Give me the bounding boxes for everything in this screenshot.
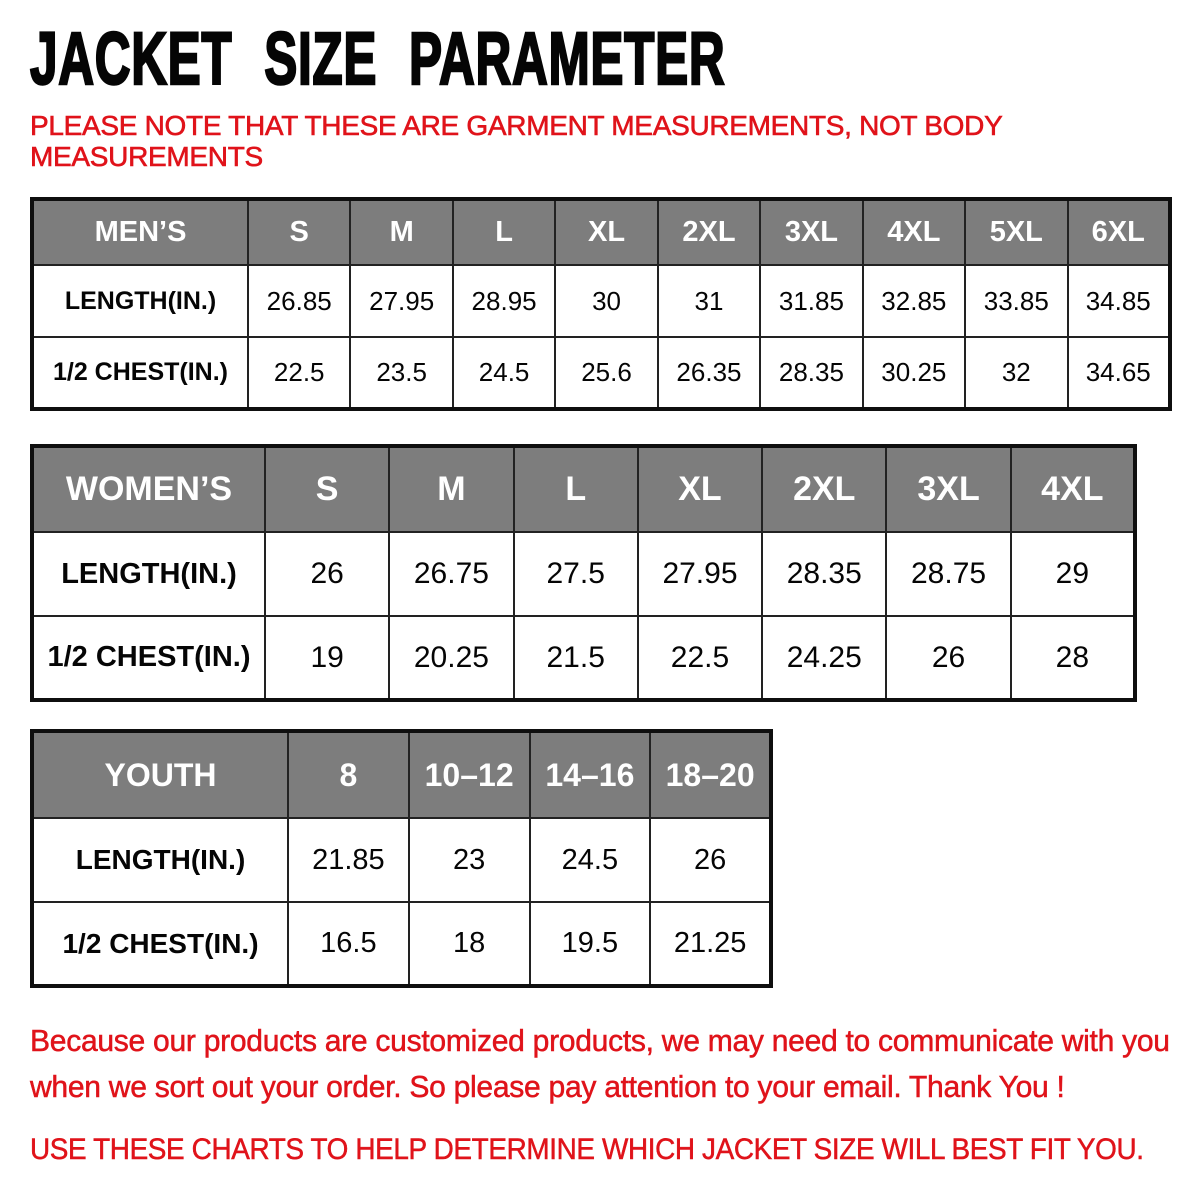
youth-column-header-2: 14–16	[530, 731, 651, 818]
womens-column-header-1: M	[389, 446, 513, 532]
mens-table-title: MEN’S	[32, 199, 248, 265]
womens-value-cell-1-0: 19	[265, 616, 389, 700]
usage-instruction: USE THESE CHARTS TO HELP DETERMINE WHICH JACKET SIZE WILL BEST FIT YOU.	[30, 1133, 1144, 1166]
womens-value-cell-1-1: 20.25	[389, 616, 513, 700]
womens-row-label-1: 1/2 CHEST(IN.)	[32, 616, 265, 700]
youth-value-cell-1-2: 19.5	[530, 902, 651, 986]
youth-size-table	[30, 729, 773, 988]
womens-value-cell-0-5: 28.75	[886, 532, 1010, 616]
womens-column-header-5: 3XL	[886, 446, 1010, 532]
youth-column-header-0: 8	[288, 731, 409, 818]
mens-column-header-1: M	[350, 199, 452, 265]
youth-column-header-1: 10–12	[409, 731, 530, 818]
womens-value-cell-0-1: 26.75	[389, 532, 513, 616]
youth-table-row-0	[32, 818, 771, 902]
mens-value-cell-0-2: 28.95	[453, 265, 555, 337]
youth-value-cell-0-2: 24.5	[530, 818, 651, 902]
womens-value-cell-0-3: 27.95	[638, 532, 762, 616]
mens-row-label-0: LENGTH(IN.)	[32, 265, 248, 337]
mens-table-row-0	[32, 265, 1170, 337]
womens-row-label-0: LENGTH(IN.)	[32, 532, 265, 616]
womens-table-title: WOMEN’S	[32, 446, 265, 532]
womens-column-header-4: 2XL	[762, 446, 886, 532]
womens-size-table	[30, 444, 1137, 702]
customization-notice-line1: Because our products are customized products, we may need to communicate with you	[30, 1023, 1170, 1058]
mens-value-cell-1-1: 23.5	[350, 337, 452, 409]
mens-value-cell-0-0: 26.85	[248, 265, 350, 337]
mens-column-header-4: 2XL	[658, 199, 760, 265]
mens-column-header-3: XL	[555, 199, 657, 265]
mens-value-cell-0-5: 31.85	[760, 265, 862, 337]
mens-value-cell-0-6: 32.85	[863, 265, 965, 337]
mens-row-label-1: 1/2 CHEST(IN.)	[32, 337, 248, 409]
customization-notice-line2: when we sort out your order. So please pay attention to your email. Thank You !	[30, 1069, 1065, 1104]
mens-value-cell-1-8: 34.65	[1068, 337, 1171, 409]
mens-column-header-8: 6XL	[1068, 199, 1171, 265]
womens-value-cell-0-0: 26	[265, 532, 389, 616]
mens-size-table	[30, 197, 1172, 411]
mens-column-header-7: 5XL	[965, 199, 1067, 265]
mens-column-header-0: S	[248, 199, 350, 265]
womens-value-cell-1-2: 21.5	[514, 616, 638, 700]
womens-table-row-0	[32, 532, 1135, 616]
youth-value-cell-1-1: 18	[409, 902, 530, 986]
womens-table-row-1	[32, 616, 1135, 700]
womens-value-cell-1-5: 26	[886, 616, 1010, 700]
mens-value-cell-1-6: 30.25	[863, 337, 965, 409]
womens-column-header-6: 4XL	[1011, 446, 1135, 532]
mens-value-cell-0-4: 31	[658, 265, 760, 337]
youth-row-label-0: LENGTH(IN.)	[32, 818, 288, 902]
mens-value-cell-1-7: 32	[965, 337, 1067, 409]
womens-column-header-0: S	[265, 446, 389, 532]
mens-column-header-5: 3XL	[760, 199, 862, 265]
mens-value-cell-1-3: 25.6	[555, 337, 657, 409]
mens-value-cell-1-0: 22.5	[248, 337, 350, 409]
garment-measurement-note-line2: MEASUREMENTS	[30, 141, 263, 172]
youth-row-label-1: 1/2 CHEST(IN.)	[32, 902, 288, 986]
garment-measurement-note-line1: PLEASE NOTE THAT THESE ARE GARMENT MEASUREMENTS, NOT BODY	[30, 110, 1003, 141]
mens-value-cell-1-5: 28.35	[760, 337, 862, 409]
womens-value-cell-1-3: 22.5	[638, 616, 762, 700]
garment-measurement-note	[30, 110, 1172, 172]
womens-value-cell-0-4: 28.35	[762, 532, 886, 616]
womens-value-cell-1-4: 24.25	[762, 616, 886, 700]
youth-table-title: YOUTH	[32, 731, 288, 818]
mens-table-row-1	[32, 337, 1170, 409]
mens-value-cell-0-8: 34.85	[1068, 265, 1171, 337]
youth-column-header-3: 18–20	[650, 731, 771, 818]
womens-column-header-3: XL	[638, 446, 762, 532]
mens-value-cell-0-3: 30	[555, 265, 657, 337]
youth-value-cell-0-0: 21.85	[288, 818, 409, 902]
mens-value-cell-0-7: 33.85	[965, 265, 1067, 337]
youth-table-row-1	[32, 902, 771, 986]
youth-value-cell-0-3: 26	[650, 818, 771, 902]
page-title: JACKET SIZE PARAMETER	[30, 17, 726, 100]
womens-value-cell-1-6: 28	[1011, 616, 1135, 700]
womens-value-cell-0-2: 27.5	[514, 532, 638, 616]
womens-column-header-2: L	[514, 446, 638, 532]
mens-value-cell-0-1: 27.95	[350, 265, 452, 337]
mens-value-cell-1-2: 24.5	[453, 337, 555, 409]
mens-value-cell-1-4: 26.35	[658, 337, 760, 409]
mens-column-header-2: L	[453, 199, 555, 265]
womens-value-cell-0-6: 29	[1011, 532, 1135, 616]
youth-value-cell-1-0: 16.5	[288, 902, 409, 986]
youth-value-cell-0-1: 23	[409, 818, 530, 902]
mens-column-header-6: 4XL	[863, 199, 965, 265]
youth-value-cell-1-3: 21.25	[650, 902, 771, 986]
customization-notice	[30, 1018, 1170, 1110]
